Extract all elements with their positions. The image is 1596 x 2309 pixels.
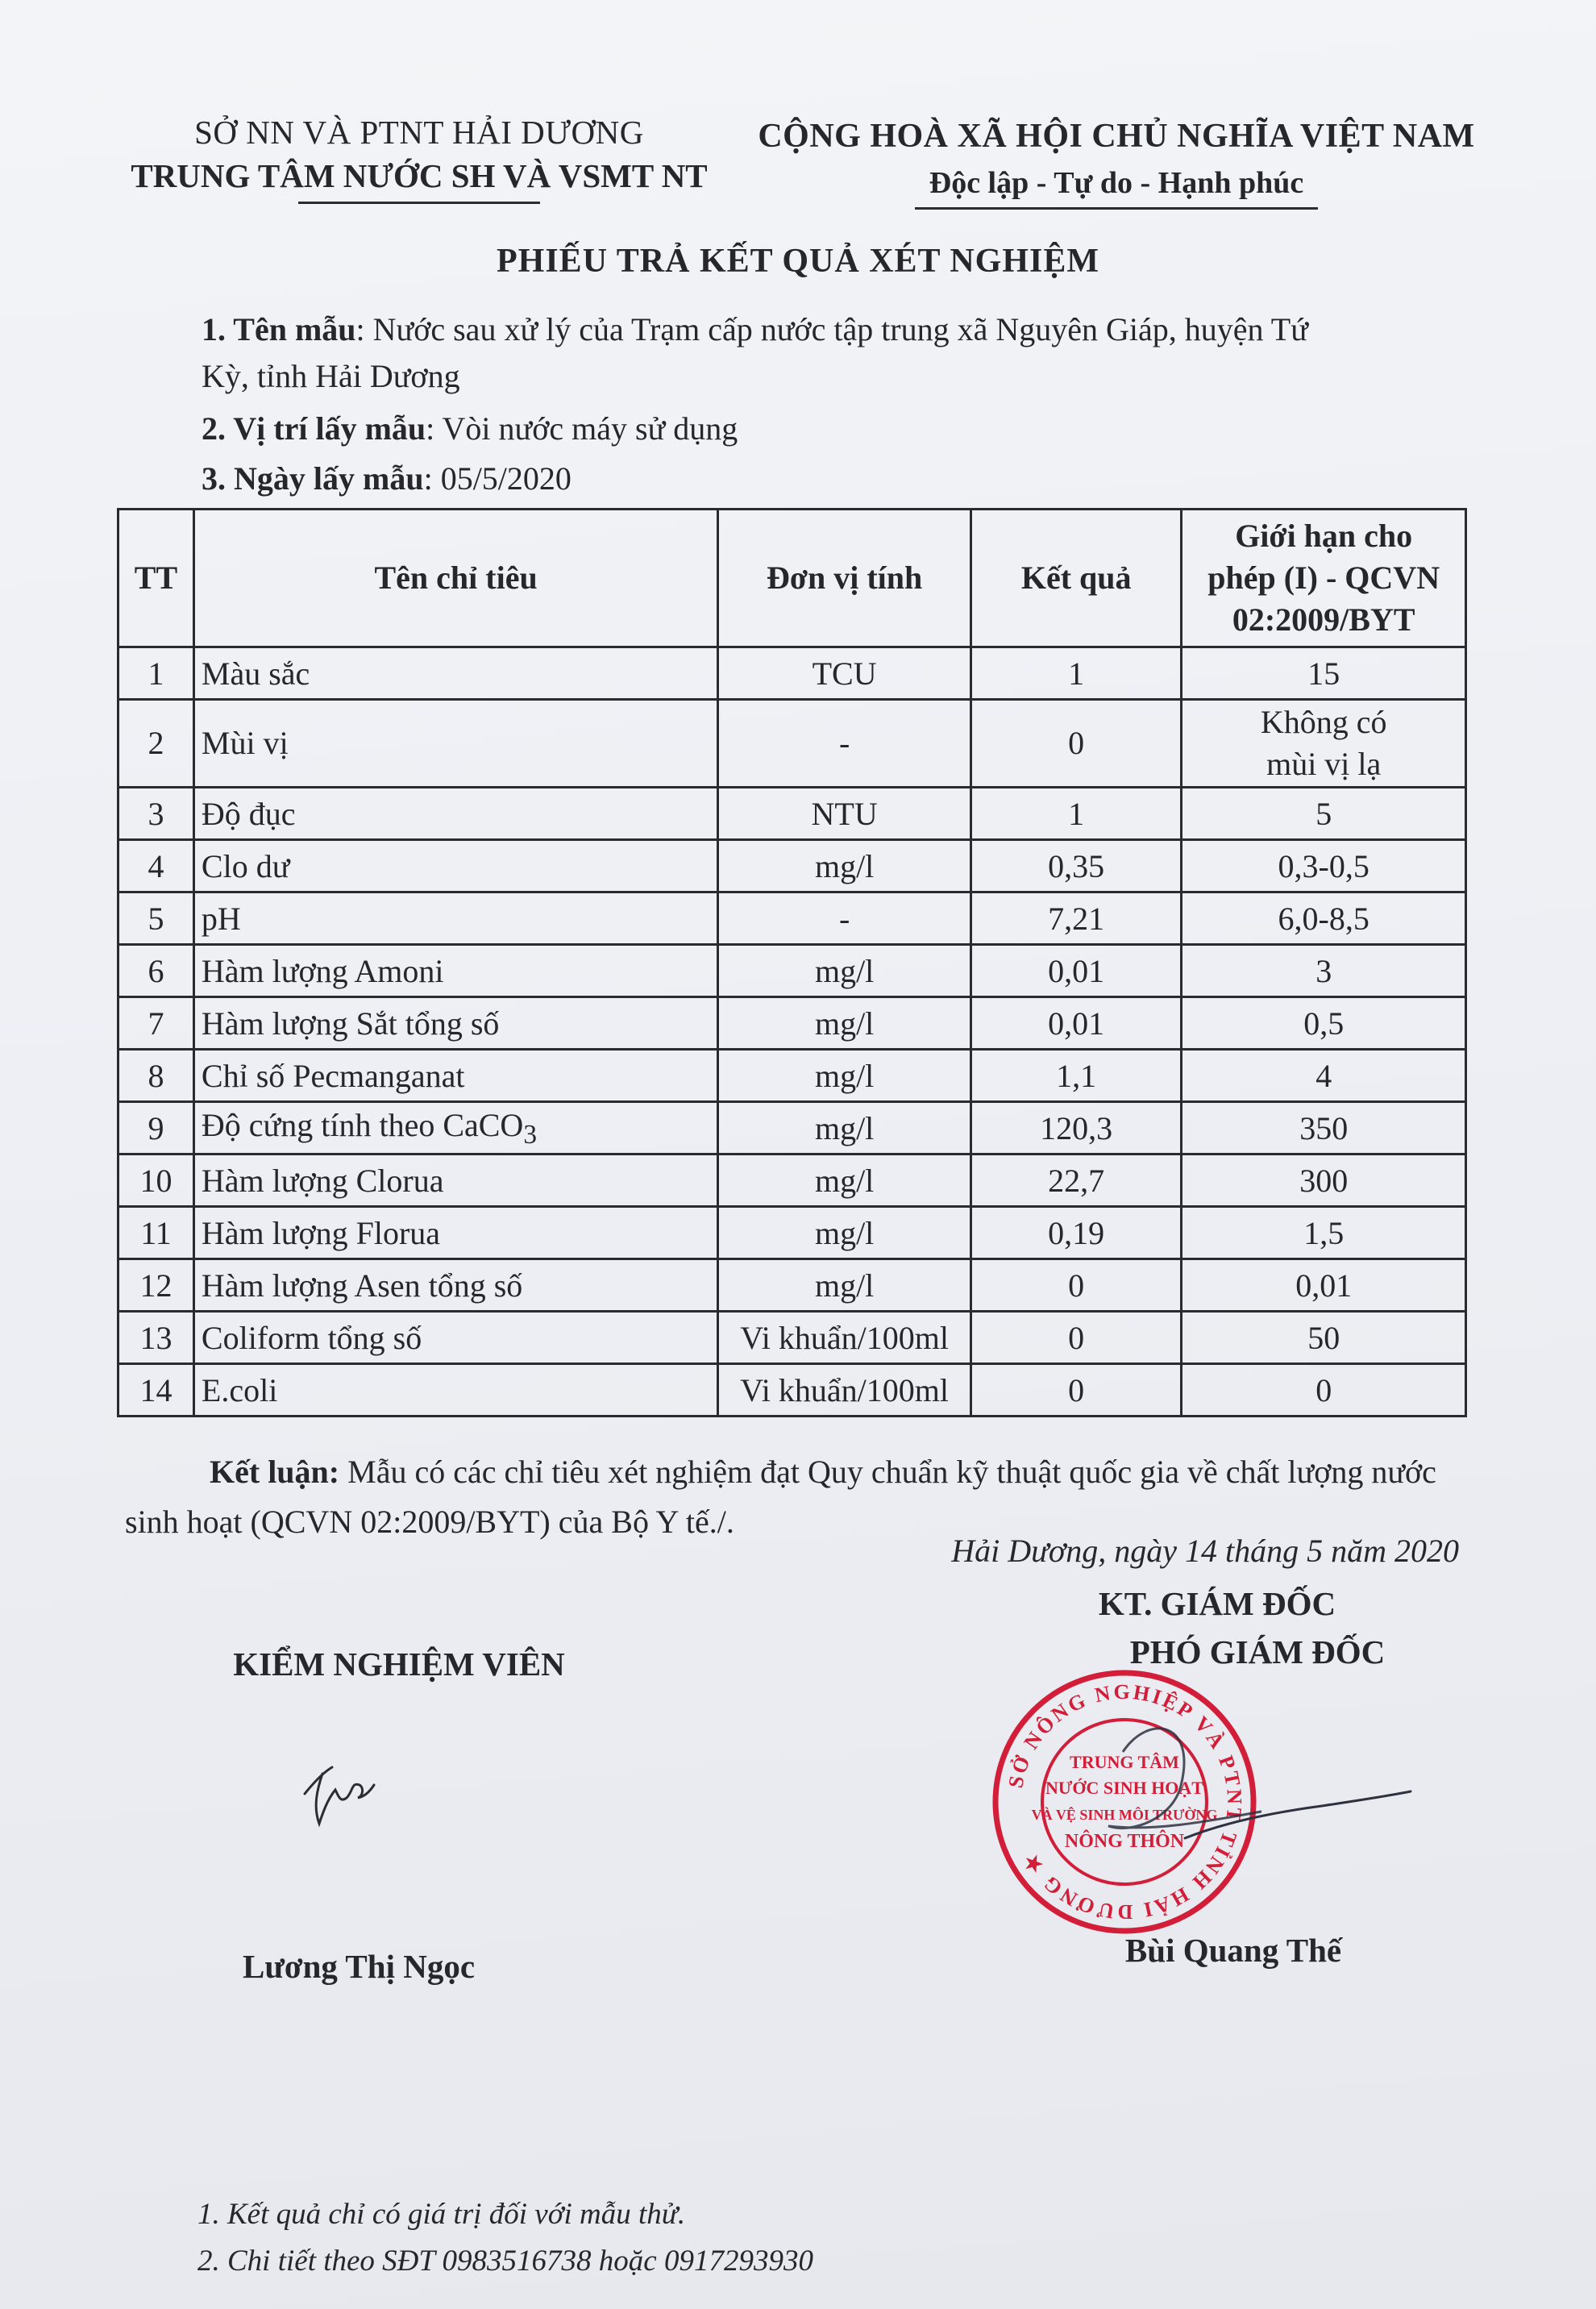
cell-limit: 0,5: [1182, 997, 1466, 1050]
cell-tt: 7: [118, 997, 194, 1050]
tester-name: Lương Thị Ngọc: [242, 1948, 476, 1985]
cell-unit: -: [718, 892, 971, 945]
header-indicator-name: Tên chỉ tiêu: [193, 510, 717, 647]
national-title: CỘNG HOÀ XÃ HỘI CHỦ NGHĨA VIỆT NAM: [758, 118, 1475, 155]
cell-name: Mùi vị: [193, 700, 717, 788]
cell-unit: Vi khuẩn/100ml: [718, 1364, 971, 1417]
sampling-date-label: 3. Ngày lấy mẫu: [202, 460, 424, 497]
cell-unit: mg/l: [718, 840, 971, 892]
table-row: [118, 1312, 1466, 1364]
sampling-date-field: [202, 456, 571, 502]
table-row: [118, 997, 1466, 1050]
table-row: [118, 892, 1466, 945]
svg-text:NÔNG THÔN: NÔNG THÔN: [1064, 1831, 1185, 1852]
cell-name: Hàm lượng Clorua: [193, 1154, 717, 1207]
svg-text:NƯỚC SINH HOẠT: NƯỚC SINH HOẠT: [1045, 1778, 1203, 1798]
table-row: [118, 700, 1466, 788]
cell-limit: 50: [1182, 1312, 1466, 1364]
director-role: KT. GIÁM ĐỐC: [1098, 1585, 1336, 1622]
header-result: Kết quả: [970, 510, 1181, 647]
cell-limit: 0,01: [1182, 1259, 1466, 1312]
cell-limit: 4: [1182, 1050, 1466, 1102]
cell-tt: 8: [118, 1050, 194, 1102]
cell-result: 1: [970, 647, 1181, 700]
cell-result: 0: [970, 1364, 1181, 1417]
sampling-location-field: [202, 406, 738, 452]
cell-name: Clo dư: [193, 840, 717, 892]
table-row: [118, 647, 1466, 700]
sample-name-continued-text: Kỳ, tỉnh Hải Dương: [202, 358, 460, 394]
cell-limit: 6,0-8,5: [1182, 892, 1466, 945]
cell-tt: 2: [118, 700, 194, 788]
issuing-agency: TRUNG TÂM NƯỚC SH VÀ VSMT NT: [131, 157, 708, 194]
table-row: [118, 945, 1466, 997]
cell-tt: 6: [118, 945, 194, 997]
cell-tt: 12: [118, 1259, 194, 1312]
director-signature: [1177, 1774, 1419, 1870]
cell-name: E.coli: [193, 1364, 717, 1417]
sampling-date-value: : 05/5/2020: [423, 460, 571, 497]
cell-limit: 350: [1182, 1102, 1466, 1154]
parent-agency: SỞ NN VÀ PTNT HẢI DƯƠNG: [194, 114, 644, 151]
cell-result: 7,21: [970, 892, 1181, 945]
table-row: [118, 1207, 1466, 1259]
cell-result: 1,1: [970, 1050, 1181, 1102]
cell-limit: 5: [1182, 788, 1466, 840]
sample-name-label: 1. Tên mẫu: [202, 311, 356, 347]
cell-unit: NTU: [718, 788, 971, 840]
cell-name: pH: [193, 892, 717, 945]
cell-name: Màu sắc: [193, 647, 717, 700]
cell-result: 0,01: [970, 945, 1181, 997]
cell-name: Coliform tổng số: [193, 1312, 717, 1364]
cell-tt: 13: [118, 1312, 194, 1364]
tester-signature: [290, 1749, 387, 1838]
header-limit: [1182, 510, 1466, 647]
cell-tt: 3: [118, 788, 194, 840]
svg-text:VÀ VỆ SINH MÔI TRƯỜNG: VÀ VỆ SINH MÔI TRƯỜNG: [1031, 1807, 1218, 1823]
sampling-location-value: : Vòi nước máy sử dụng: [426, 410, 738, 447]
document-title: PHIẾU TRẢ KẾT QUẢ XÉT NGHIỆM: [497, 243, 1099, 280]
cell-unit: mg/l: [718, 1207, 971, 1259]
cell-unit: TCU: [718, 647, 971, 700]
sampling-location-label: 2. Vị trí lấy mẫu: [202, 410, 426, 447]
table-row: [118, 1154, 1466, 1207]
cell-result: 0: [970, 1312, 1181, 1364]
table-header-row: [118, 510, 1466, 647]
cell-name: Hàm lượng Asen tổng số: [193, 1259, 717, 1312]
header-tt: TT: [118, 510, 194, 647]
cell-limit-line2: mùi vị lạ: [1266, 746, 1382, 782]
cell-unit: mg/l: [718, 1102, 971, 1154]
cell-unit: mg/l: [718, 1259, 971, 1312]
national-motto: Độc lập - Tự do - Hạnh phúc: [929, 166, 1304, 200]
footnote-2: 2. Chi tiết theo SĐT 0983516738 hoặc 0917293930: [197, 2245, 813, 2278]
cell-result: 0,19: [970, 1207, 1181, 1259]
cell-tt: 14: [118, 1364, 194, 1417]
table-row: [118, 1102, 1466, 1154]
header-unit: Đơn vị tính: [718, 510, 971, 647]
cell-result: 1: [970, 788, 1181, 840]
table-row: [118, 840, 1466, 892]
cell-unit: mg/l: [718, 997, 971, 1050]
header-limit-line2: phép (I) - QCVN: [1207, 560, 1440, 596]
cell-tt: 10: [118, 1154, 194, 1207]
cell-name-text: Độ cứng tính theo CaCO: [201, 1106, 524, 1143]
cell-result: 0,01: [970, 997, 1181, 1050]
cell-limit: 1,5: [1182, 1207, 1466, 1259]
table-row: [118, 1050, 1466, 1102]
table-row: [118, 1364, 1466, 1417]
cell-result: 22,7: [970, 1154, 1181, 1207]
cell-result: 0,35: [970, 840, 1181, 892]
deputy-director-role: PHÓ GIÁM ĐỐC: [1129, 1633, 1386, 1670]
cell-name: [193, 1102, 717, 1154]
footnotes: [197, 2191, 813, 2285]
cell-name: Độ đục: [193, 788, 717, 840]
agency-header: [121, 113, 717, 204]
cell-result: 120,3: [970, 1102, 1181, 1154]
results-table: [117, 508, 1467, 1417]
motto-underline: [915, 207, 1318, 210]
place-and-date: Hải Dương, ngày 14 tháng 5 năm 2020: [951, 1533, 1459, 1569]
cell-name: Hàm lượng Amoni: [193, 945, 717, 997]
footnote-1: 1. Kết quả chỉ có giá trị đối với mẫu thử.: [197, 2198, 686, 2231]
cell-tt: 1: [118, 647, 194, 700]
svg-text:TRUNG TÂM: TRUNG TÂM: [1070, 1752, 1179, 1772]
cell-limit-line1: Không có: [1260, 704, 1387, 740]
cell-name-subscript: 3: [523, 1119, 537, 1150]
table-row: [118, 788, 1466, 840]
sample-name-value: : Nước sau xử lý của Trạm cấp nước tập trung xã Nguyên Giáp, huyện Tứ: [355, 311, 1308, 347]
cell-tt: 11: [118, 1207, 194, 1259]
cell-unit: -: [718, 700, 971, 788]
svg-text:SỞ NÔNG NGHIỆP VÀ PTNT TỈNH HẢ: SỞ NÔNG NGHIỆP VÀ PTNT TỈNH HẢI DƯƠNG ★: [1004, 1679, 1247, 1924]
national-header: [725, 117, 1507, 210]
cell-name: Hàm lượng Florua: [193, 1207, 717, 1259]
cell-name: Hàm lượng Sắt tổng số: [193, 997, 717, 1050]
cell-unit: mg/l: [718, 945, 971, 997]
cell-limit: 300: [1182, 1154, 1466, 1207]
cell-result: 0: [970, 1259, 1181, 1312]
table-row: [118, 1259, 1466, 1312]
cell-limit: [1182, 700, 1466, 788]
conclusion-label: Kết luận:: [210, 1454, 340, 1490]
cell-tt: 9: [118, 1102, 194, 1154]
cell-unit: mg/l: [718, 1154, 971, 1207]
cell-limit: 0,3-0,5: [1182, 840, 1466, 892]
cell-tt: 5: [118, 892, 194, 945]
tester-role: KIỂM NGHIỆM VIÊN: [233, 1645, 565, 1683]
cell-limit: 15: [1182, 647, 1466, 700]
cell-limit: 3: [1182, 945, 1466, 997]
sample-name-field: [202, 306, 1443, 400]
cell-result: 0: [970, 700, 1181, 788]
cell-tt: 4: [118, 840, 194, 892]
sample-name-continued: [202, 353, 1443, 400]
agency-underline: [298, 202, 540, 204]
cell-limit: 0: [1182, 1364, 1466, 1417]
header-limit-line3: 02:2009/BYT: [1232, 601, 1415, 638]
director-name: Bùi Quang Thế: [1124, 1932, 1342, 1969]
header-limit-line1: Giới hạn cho: [1235, 518, 1413, 554]
conclusion-text: Mẫu có các chỉ tiêu xét nghiệm đạt Quy chuẩn kỹ thuật quốc gia về chất lượng nước sinh hoạt (QCVN 02:2009/BYT) của Bộ Y tế./.: [125, 1454, 1436, 1540]
cell-name: Chỉ số Pecmanganat: [193, 1050, 717, 1102]
cell-unit: Vi khuẩn/100ml: [718, 1312, 971, 1364]
cell-unit: mg/l: [718, 1050, 971, 1102]
